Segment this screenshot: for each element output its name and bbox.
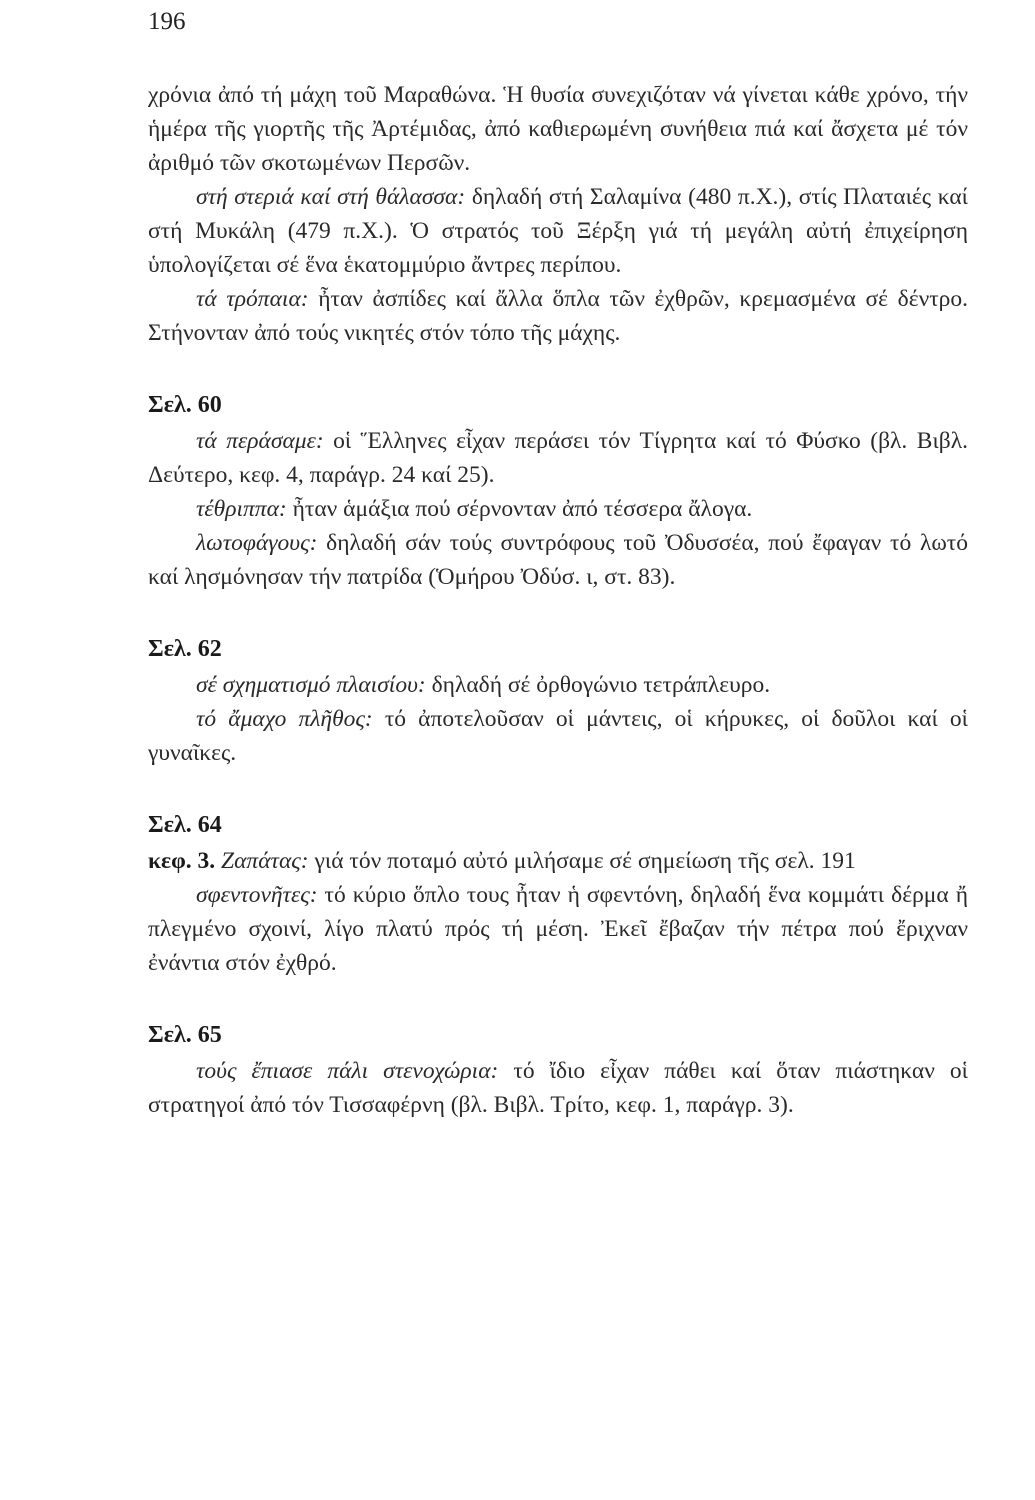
note-text: οἱ Ἕλληνες εἶχαν περάσει τόν Τίγρητα καί τό Φύσκο (βλ. Βιβλ. Δεύτερο, κεφ. 4, παράγρ. 24 καί 25). [148,428,968,488]
page-content [148,78,968,1122]
note-paragraph [148,844,968,878]
note-paragraph [148,702,968,770]
section-heading: Σελ. 62 [148,636,222,662]
note-paragraph [148,878,968,980]
note-text: δηλαδή σέ ὀρθογώνιο τετράπλευρο. [425,672,771,698]
note-term: τό ἄμαχο πλῆθος: [196,706,373,732]
note-paragraph [148,424,968,492]
note-paragraph [148,1054,968,1122]
note-text: τό ἀποτελοῦσαν οἱ μάντεις, οἱ κήρυκες, οἱ δοῦλοι καί οἱ γυναῖκες. [148,706,968,766]
note-term: σέ σχηματισμό πλαισίου: [196,672,426,698]
section-heading: Σελ. 60 [148,392,222,418]
section-page-60 [148,388,968,594]
note-term: τά περάσαμε: [196,428,324,454]
section-page-65 [148,1018,968,1122]
note-text: δηλαδή στή Σαλαμίνα (480 π.Χ.), στίς Πλαταιές καί στή Μυκάλη (479 π.Χ.). Ὁ στρατός τοῦ Ξέρξη γιά τή μεγάλη αὐτή ἐπιχείρηση ὑπολογίζεται σέ ἕνα ἑκατομμύριο ἄντρες περίπου. [148,184,968,278]
note-paragraph [148,282,968,350]
intro-block [148,78,968,350]
note-paragraph [148,526,968,594]
note-text: τό ἴδιο εἶχαν πάθει καί ὅταν πιάστηκαν οἱ στρατηγοί ἀπό τόν Τισσαφέρνη (βλ. Βιβλ. Τρίτο, κεφ. 1, παράγρ. 3). [148,1058,968,1118]
note-term: λωτοφάγους: [196,530,318,556]
section-page-64 [148,808,968,980]
note-paragraph [148,78,968,180]
note-paragraph [148,492,968,526]
note-text: τό κύριο ὅπλο τους ἦταν ἡ σφεντόνη, δηλαδή ἕνα κομμάτι δέρμα ἤ πλεγμένο σχοινί, λίγο πλατύ πρός τή μέση. Ἐκεῖ ἔβαζαν τήν πέτρα πού ἔριχναν ἐνάντια στόν ἐχθρό. [148,882,968,976]
note-text: γιά τόν ποταμό αὐτό μιλήσαμε σέ σημείωση τῆς σελ. 191 [308,848,856,874]
note-term: σφεντονῆτες: [196,882,318,908]
section-page-62 [148,632,968,770]
note-text: δηλαδή σάν τούς συντρόφους τοῦ Ὀδυσσέα, πού ἔφαγαν τό λωτό καί λησμόνησαν τήν πατρίδα (Ὁμήρου Ὀδύσ. ι, στ. 83). [148,530,968,590]
page-number: 196 [148,8,186,35]
note-paragraph [148,180,968,282]
note-term: Ζαπάτας: [221,848,309,874]
note-text: χρόνια ἀπό τή μάχη τοῦ Μαραθώνα. Ἡ θυσία συνεχιζόταν νά γίνεται κάθε χρόνο, τήν ἡμέρα τῆς γιορτῆς τῆς Ἀρτέμιδας, ἀπό καθιερωμένη συνήθεια πιά καί ἄσχετα μέ τόν ἀριθμό τῶν σκοτωμένων Περσῶν. [148,82,968,176]
note-text: ἦταν ἀσπίδες καί ἄλλα ὅπλα τῶν ἐχθρῶν, κρεμασμένα σέ δέντρο. Στήνονταν ἀπό τούς νικητές στόν τόπο τῆς μάχης. [148,286,968,346]
note-text: ἦταν ἁμάξια πού σέρνονταν ἀπό τέσσερα ἄλογα. [286,496,753,522]
chapter-label: κεφ. 3. [148,848,216,874]
note-paragraph [148,668,968,702]
note-term: τούς ἔπιασε πάλι στενοχώρια: [196,1058,499,1084]
section-heading: Σελ. 65 [148,1022,222,1048]
note-term: τά τρόπαια: [196,286,309,312]
note-term: στή στεριά καί στή θάλασσα: [196,184,466,210]
note-term: τέθριππα: [196,496,287,522]
section-heading: Σελ. 64 [148,812,222,838]
